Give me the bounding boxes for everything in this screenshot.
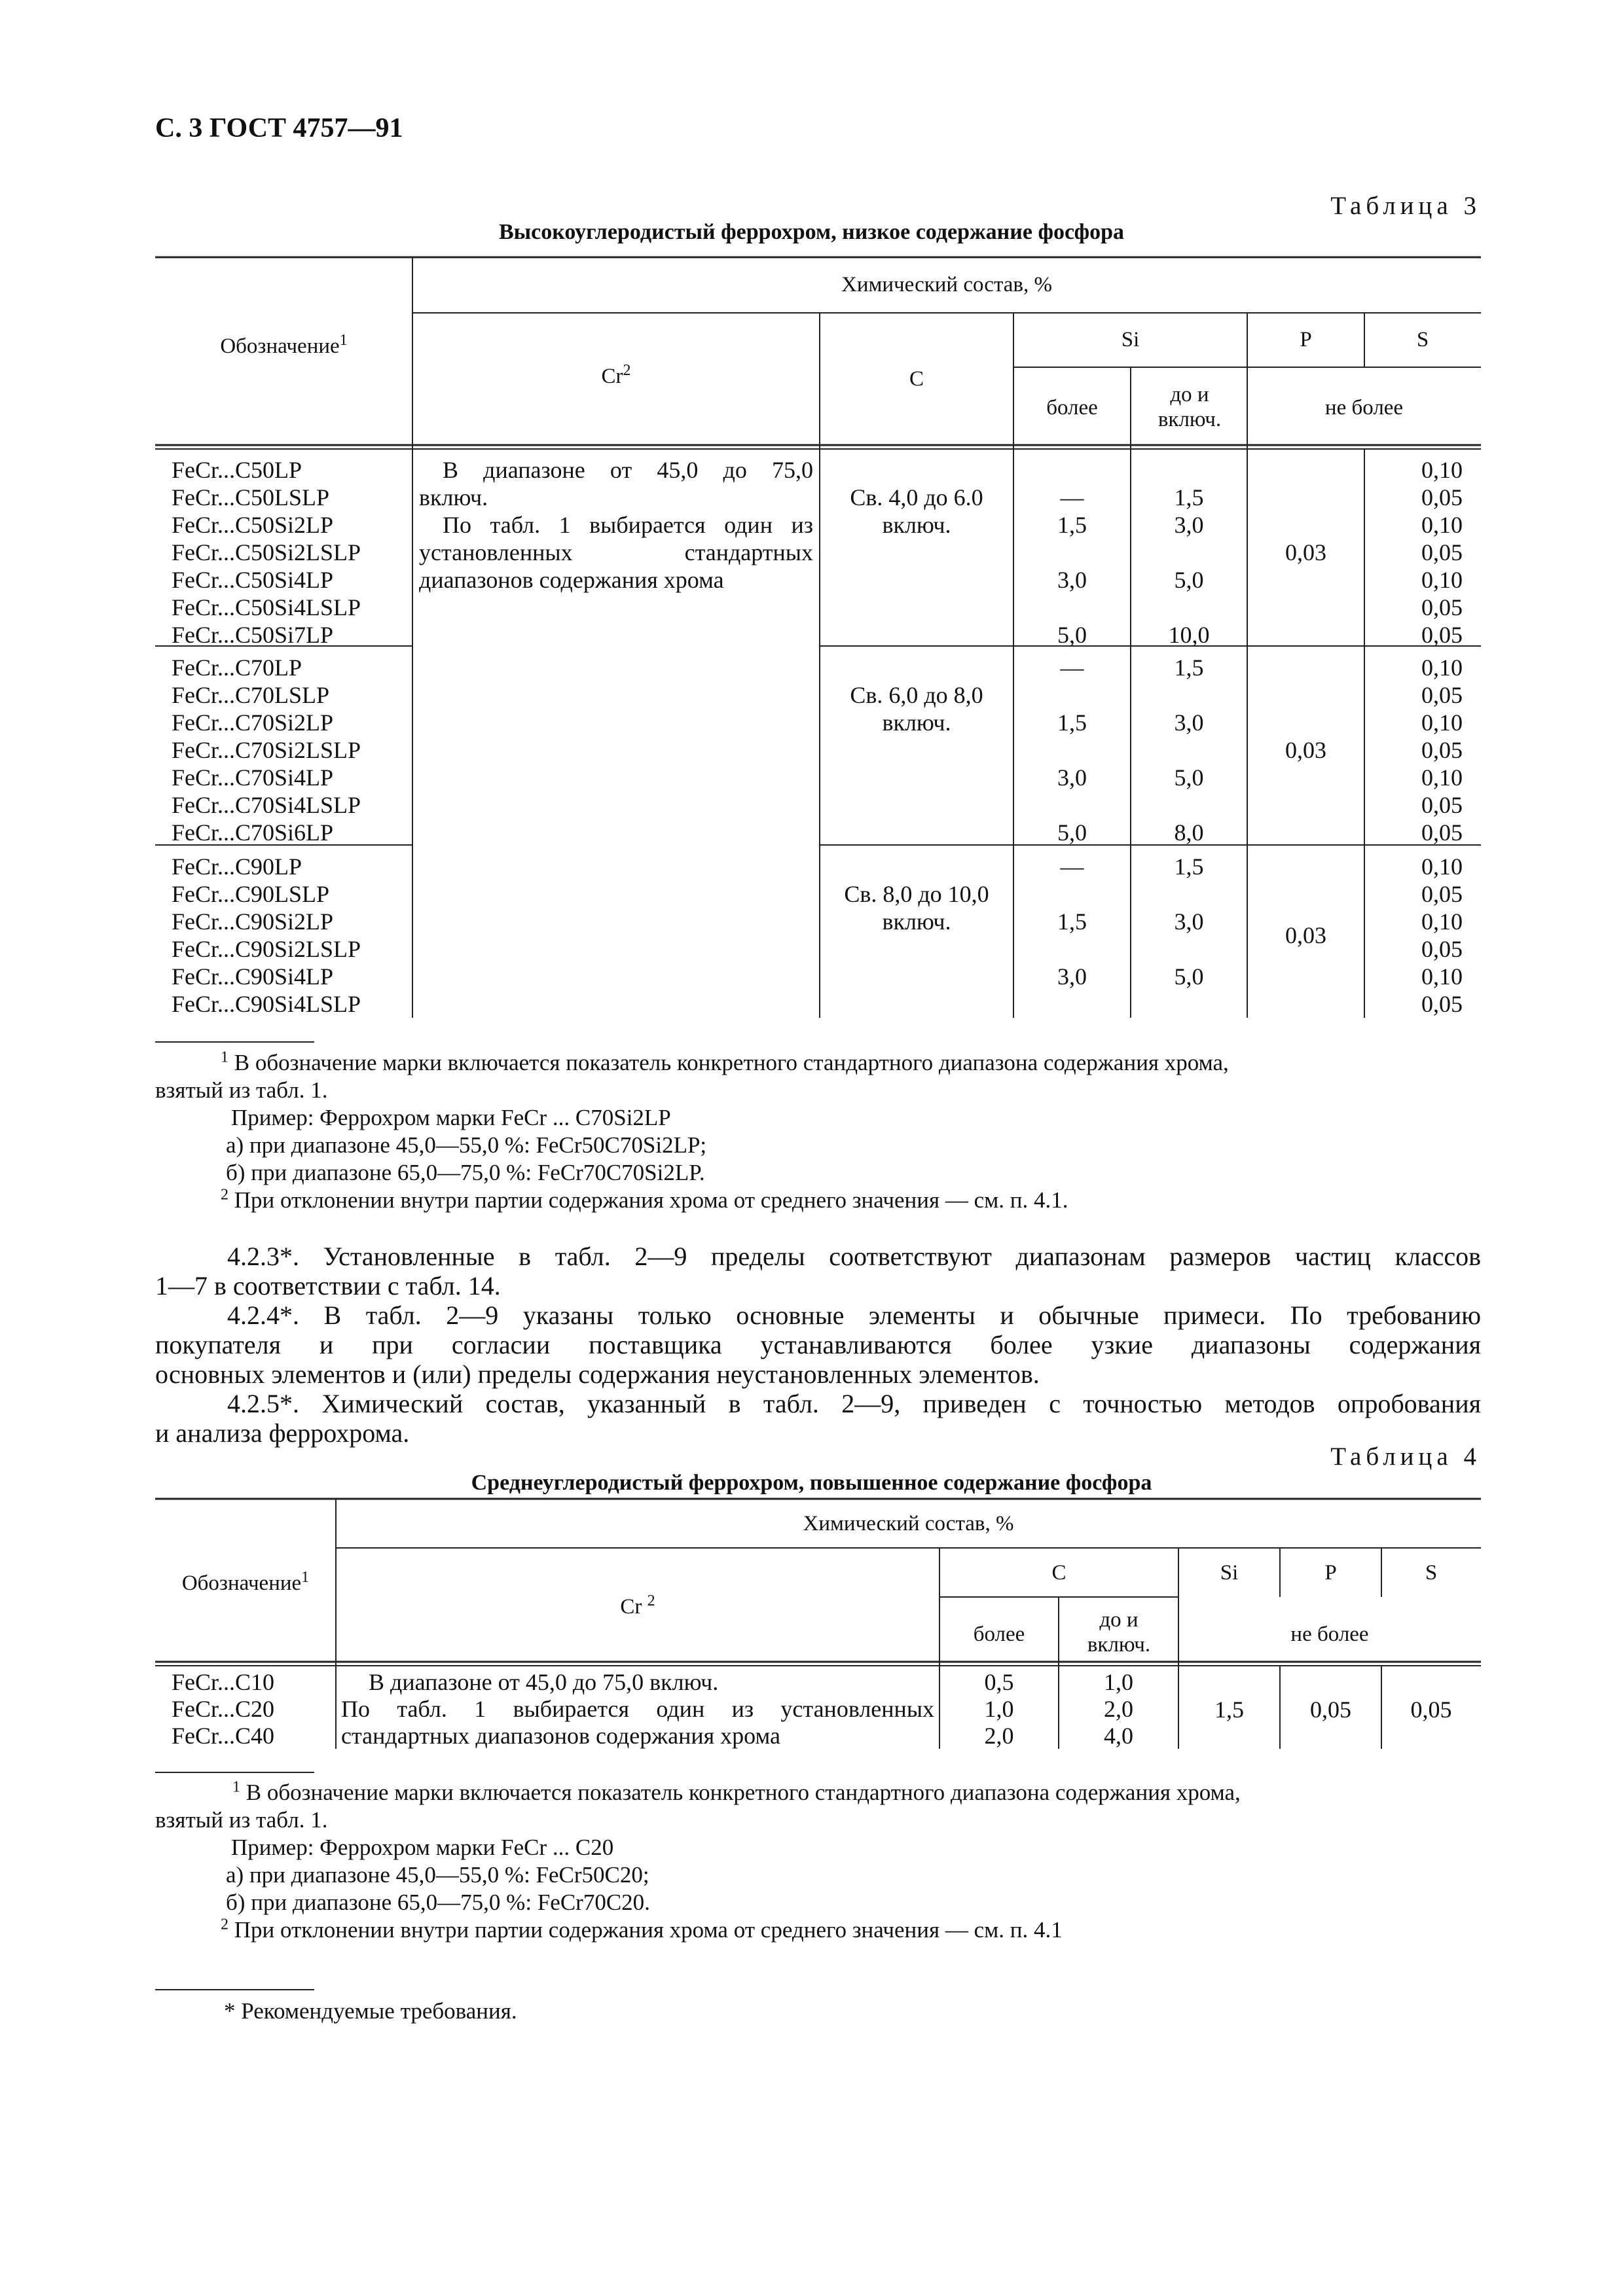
t3-head-s: S	[1416, 328, 1429, 351]
t3-head-nomore: не более	[1324, 396, 1404, 420]
t3-footnotes: $^1$ В обозначение марки включается показатель конкретного стандартного диапазона содержания хрома, взятый из табл. 1. Пример: Феррохром марки FeCr ... C70Si2LP а) при диапазоне 45,0—55,0 %: FeCr50C70Si2LP; б) при диапазоне 65,0—75,0 %: FeCr70C70Si2LP. $^2$ При отклонении внутри партии содержания хрома от среднего значения — см. п. 4.1.	[155, 1049, 1229, 1213]
t3-g2-si-more-2: 3,0	[1057, 764, 1087, 791]
t4-footnotes: $^1$ В обозначение марки включается показатель конкретного стандартного диапазона содержания хрома, взятый из табл. 1. Пример: Феррохром марки FeCr ... C20 а) при диапазоне 45,0—55,0 %: FeCr50C20; б) при диапазоне 65,0—75,0 %: FeCr70C20. $^2$ При отклонении внутри партии содержания хрома от среднего значения — см. п. 4.1	[155, 1778, 1241, 1943]
t3-g1-si-more-0: —	[1060, 484, 1084, 511]
t3-group2-designations: FeCr...C70LP FeCr...C70LSLP FeCr...C70Si2LP FeCr...C70Si2LSLP FeCr...C70Si4LP FeCr...C70Si4LSLP FeCr...C70Si6LP	[172, 655, 361, 846]
t3-g1-p: 0,03	[1285, 539, 1326, 565]
t3-g3-si-upto-1: 3,0	[1174, 908, 1204, 935]
t3-head-cr: Cr$^2$	[601, 362, 631, 388]
t3-group2-c: Св. 6,0 до 8,0 включ.	[850, 682, 983, 736]
t3-g2-si-upto-2: 5,0	[1174, 764, 1204, 791]
t3-g2-si-upto-0: 1,5	[1174, 655, 1204, 681]
t3-head-si-upto: до и включ.	[1158, 383, 1222, 431]
t3-g1-si-upto-1: 3,0	[1174, 512, 1204, 538]
table4-title: Среднеуглеродистый феррохром, повышенное содержание фосфора	[471, 1471, 1152, 1495]
t3-group1-designations: FeCr...C50LP FeCr...C50LSLP FeCr...C50Si2LP FeCr...C50Si2LSLP FeCr...C50Si4LP FeCr...C50Si4LSLP FeCr...C50Si7LP	[172, 457, 361, 648]
t3-g1-si-more-1: 1,5	[1057, 512, 1087, 538]
paragraph-4-2-4: 4.2.4*. В табл. 2—9 указаны только основные элементы и обычные примеси. По требованию покупателя и при согласии поставщика устанавливаются более узкие диапазоны содержания основных элементов и (или) пределы содержания неустановленных элементов.	[155, 1300, 1481, 1389]
t4-head-c: C	[1051, 1561, 1067, 1585]
t4-head-s: S	[1425, 1561, 1438, 1585]
t4-s: 0,05	[1410, 1696, 1452, 1723]
t3-head-p: P	[1300, 328, 1312, 351]
t4-head-p: P	[1324, 1561, 1337, 1585]
t3-g3-p: 0,03	[1285, 922, 1326, 948]
t4-head-si: Si	[1220, 1561, 1239, 1585]
t3-group1-c: Св. 4,0 до 6.0 включ.	[850, 484, 983, 538]
t4-si: 1,5	[1214, 1696, 1244, 1723]
table3-label: Таблица 3	[1330, 192, 1481, 220]
t3-g1-si-more-3: 5,0	[1057, 622, 1087, 648]
t3-g1-si-upto-3: 10,0	[1168, 622, 1210, 648]
t3-g2-si-more-1: 1,5	[1057, 709, 1087, 736]
t3-g1-s: 0,10 0,05 0,10 0,05 0,10 0,05 0,05	[1421, 457, 1463, 648]
t4-head-c-more: более	[973, 1623, 1025, 1646]
t3-head-si-more: более	[1046, 396, 1098, 420]
t3-g3-si-more-2: 3,0	[1057, 963, 1087, 990]
table3-title: Высокоуглеродистый феррохром, низкое содержание фосфора	[498, 220, 1125, 244]
t3-head-si: Si	[1121, 328, 1140, 351]
t4-head-nomore: не более	[1290, 1623, 1369, 1646]
t4-p: 0,05	[1310, 1696, 1351, 1723]
table4-label: Таблица 4	[1330, 1443, 1481, 1471]
t4-designations: FeCr...C10 FeCr...C20 FeCr...C40	[172, 1669, 275, 1749]
t3-g2-p: 0,03	[1285, 737, 1326, 763]
t3-g2-si-upto-1: 3,0	[1174, 709, 1204, 736]
t3-g1-si-upto-2: 5,0	[1174, 567, 1204, 593]
t3-head-composition: Химический состав, %	[841, 273, 1052, 296]
t4-cr-text: В диапазоне от 45,0 до 75,0 включ. По табл. 1 выбирается один из установленных стандартных диапазонов содержания хрома	[341, 1669, 934, 1749]
recommended-note: * Рекомендуемые требования.	[224, 1998, 517, 2024]
t3-g2-s: 0,10 0,05 0,10 0,05 0,10 0,05 0,05	[1421, 655, 1463, 846]
t3-head-c: C	[909, 367, 924, 391]
t4-c-upto: 1,0 2,0 4,0	[1104, 1669, 1133, 1749]
t4-head-designation: Обозначение$^1$	[181, 1569, 310, 1595]
t4-head-composition: Химический состав, %	[803, 1512, 1014, 1535]
t3-cr-text: В диапазоне от 45,0 до 75,0 включ. По табл. 1 выбирается один из установленных стандартных диапазонов содержания хрома	[419, 457, 813, 593]
t3-g2-si-more-3: 5,0	[1057, 819, 1087, 846]
t4-head-cr: Cr $^2$	[620, 1592, 655, 1619]
paragraph-4-2-3: 4.2.3*. Установленные в табл. 2—9 пределы соответствуют диапазонам размеров частиц классов 1—7 в соответствии с табл. 14.	[155, 1242, 1481, 1300]
t3-g1-si-more-2: 3,0	[1057, 567, 1087, 593]
t4-c-more: 0,5 1,0 2,0	[984, 1669, 1014, 1749]
page-header: С. 3 ГОСТ 4757—91	[155, 113, 403, 143]
t3-g3-si-upto-0: 1,5	[1174, 853, 1204, 880]
t3-g3-si-more-0: —	[1060, 853, 1084, 880]
t3-group3-designations: FeCr...C90LP FeCr...C90LSLP FeCr...C90Si2LP FeCr...C90Si2LSLP FeCr...C90Si4LP FeCr...C90Si4LSLP	[172, 853, 361, 1017]
t3-group3-c: Св. 8,0 до 10,0 включ.	[844, 881, 989, 935]
t3-g1-si-upto-0: 1,5	[1174, 484, 1204, 511]
t3-g2-si-upto-3: 8,0	[1174, 819, 1204, 846]
paragraph-4-2-5: 4.2.5*. Химический состав, указанный в табл. 2—9, приведен с точностью методов опробования и анализа феррохрома.	[155, 1389, 1481, 1448]
t3-g3-s: 0,10 0,05 0,10 0,05 0,10 0,05	[1421, 853, 1463, 1017]
t3-g3-si-more-1: 1,5	[1057, 908, 1087, 935]
t3-g2-si-more-0: —	[1060, 655, 1084, 681]
t3-g3-si-upto-2: 5,0	[1174, 963, 1204, 990]
t4-head-c-upto: до и включ.	[1087, 1608, 1151, 1657]
t3-head-designation: Обозначение$^1$	[220, 332, 348, 358]
